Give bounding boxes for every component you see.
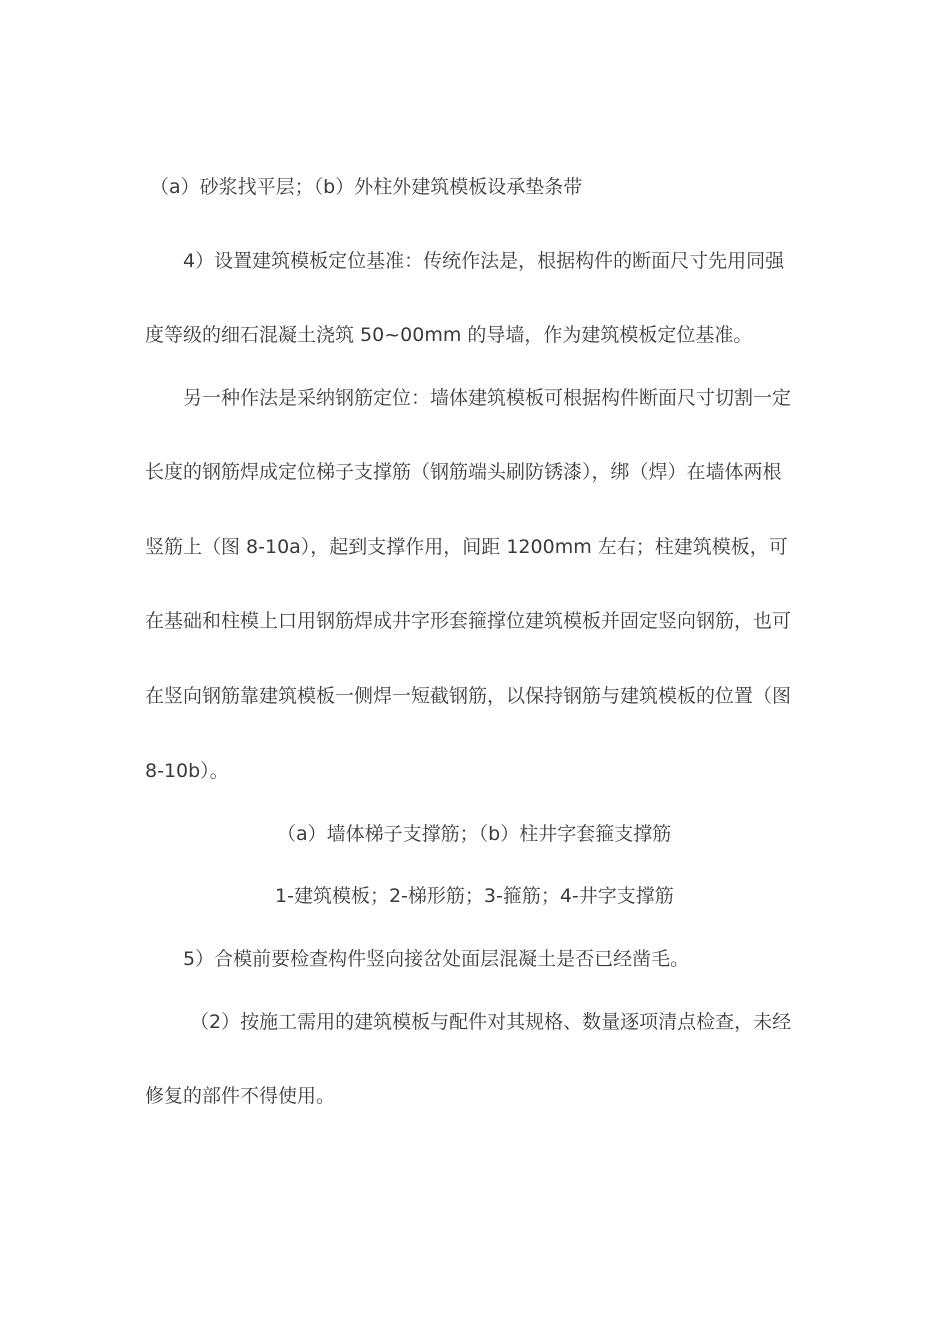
text-line-caption-ab: （a）砂浆找平层；（b）外柱外建筑模板设承垫条带 — [150, 176, 583, 198]
figure-caption-2: 1-建筑模板；2-梯形筋；3-箍筋；4-井字支撑筋 — [275, 885, 674, 907]
text-line-step4-end: 度等级的细石混凝土浇筑 50~00mm 的导墙，作为建筑模板定位基准。 — [145, 324, 753, 346]
text-line-method2-5: 在竖向钢筋靠建筑模板一侧焊一短截钢筋，以保持钢筋与建筑模板的位置（图 — [145, 685, 792, 707]
text-line-method2-2: 长度的钢筋焊成定位梯子支撑筋（钢筋端头刷防锈漆），绑（焊）在墙体两根 — [145, 461, 782, 483]
text-line-method2-4: 在基础和柱模上口用钢筋焊成井字形套箍撑位建筑模板并固定竖向钢筋，也可 — [145, 610, 792, 632]
text-line-method2-3: 竖筋上（图 8-10a），起到支撑作用，间距 1200mm 左右；柱建筑模板，可 — [145, 536, 788, 558]
figure-caption-1: （a）墙体梯子支撑筋；（b）柱井字套箍支撑筋 — [277, 823, 672, 845]
text-line-item2-2: 修复的部件不得使用。 — [145, 1085, 336, 1107]
text-line-step5: 5）合模前要检查构件竖向接岔处面层混凝土是否已经凿毛。 — [183, 948, 690, 970]
text-line-method2-1: 另一种作法是采纳钢筋定位：墙体建筑模板可根据构件断面尺寸切割一定 — [183, 387, 792, 409]
text-line-step4-start: 4）设置建筑模板定位基准：传统作法是，根据构件的断面尺寸先用同强 — [183, 250, 785, 272]
text-line-item2-1: （2）按施工需用的建筑模板与配件对其规格、数量逐项清点检查，未经 — [190, 1011, 792, 1033]
text-line-method2-6: 8-10b）。 — [145, 760, 229, 782]
